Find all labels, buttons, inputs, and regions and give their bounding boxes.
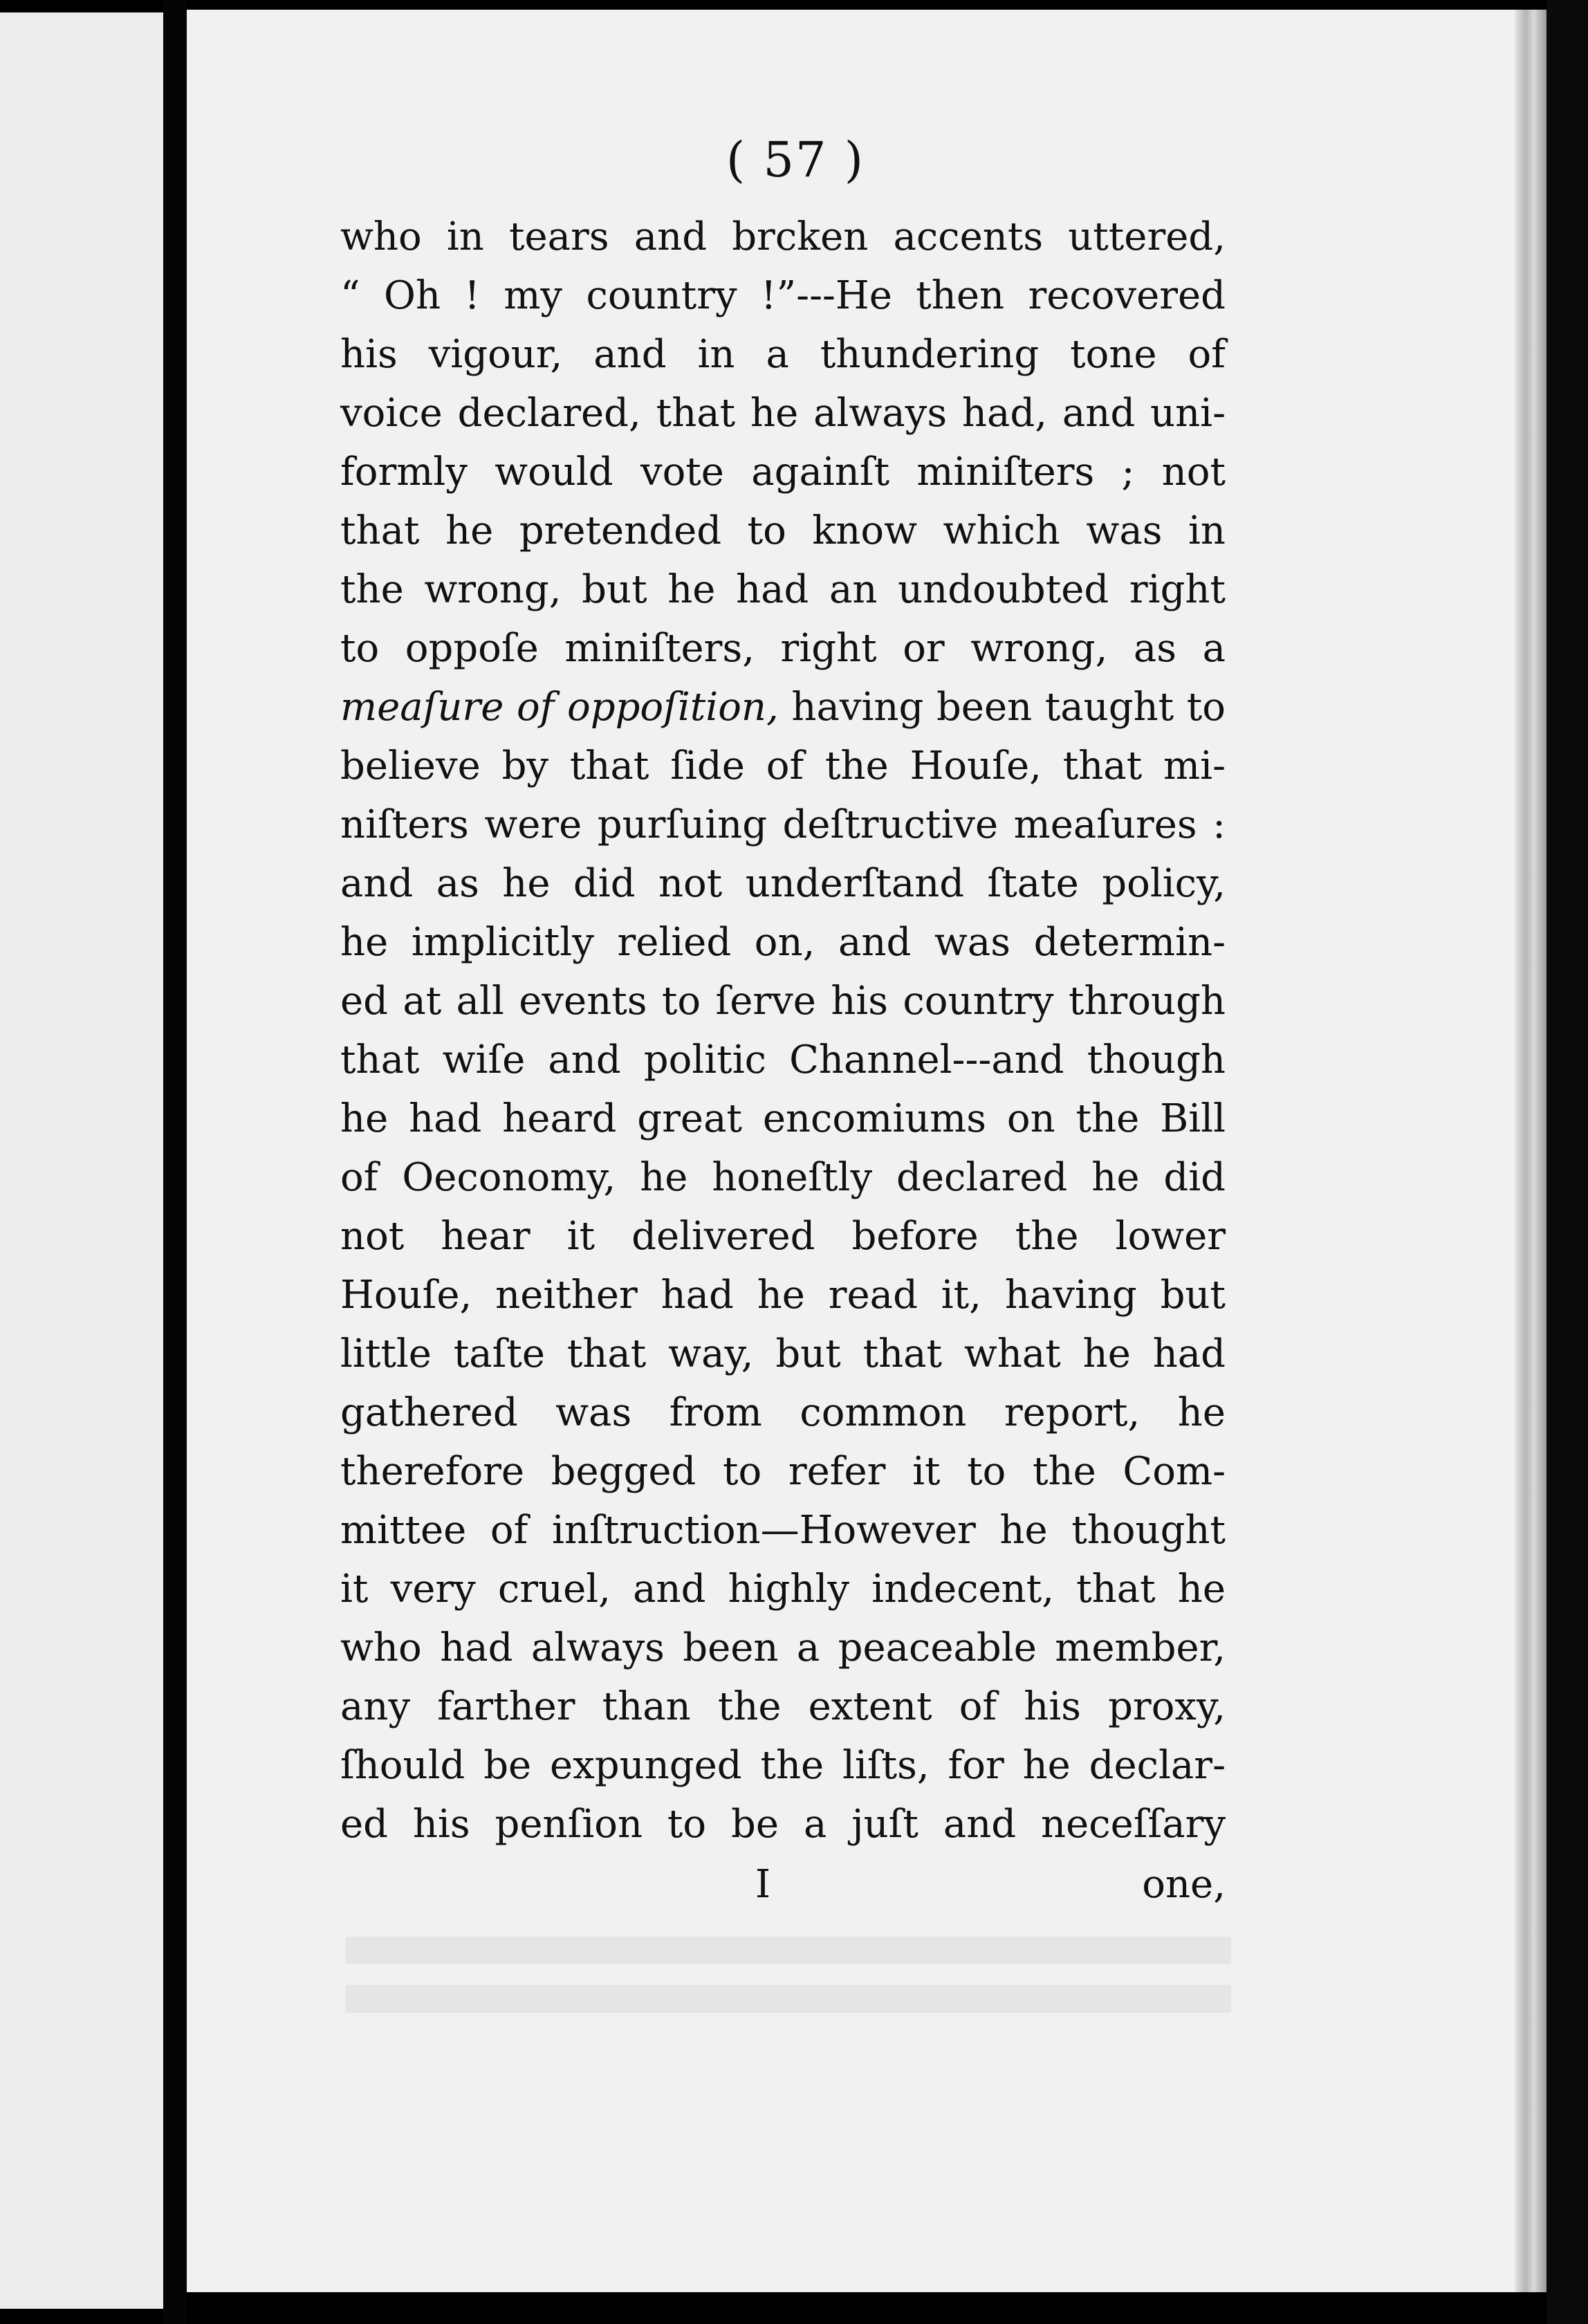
text-line: and as he did not underſtand ſtate policy, [340, 861, 1226, 906]
text-line: ed his penſion to be a juſt and neceſſary [340, 1802, 1226, 1847]
text-line: ed at all events to ſerve his country through [340, 979, 1226, 1024]
scan-border [1547, 0, 1588, 2324]
text-line: who had always been a peaceable member, [340, 1625, 1226, 1670]
text-line: that wiſe and politic Channel---and though [340, 1038, 1226, 1082]
italic-phrase: meaſure of oppoſition, [340, 685, 779, 730]
catchword: one, [1142, 1862, 1226, 1907]
text-line [340, 678, 1226, 737]
previous-page-edge [0, 12, 163, 2309]
text-line: any farther than the extent of his proxy, [340, 1684, 1226, 1729]
signature-mark: I [755, 1862, 771, 1907]
text-line: formly would vote againſt miniſters ; not [340, 450, 1226, 495]
text-line: that he pretended to know which was in [340, 508, 1226, 553]
body-text [340, 208, 1226, 1854]
text-line: of Oeconomy, he honeſtly declared he did [340, 1155, 1226, 1200]
text-line: therefore begged to refer it to the Com- [340, 1449, 1226, 1494]
text-line: voice declared, that he always had, and uni- [340, 391, 1226, 436]
text-line: who in tears and brcken accents uttered, [340, 214, 1226, 259]
text-line: niſters were purſuing deſtructive meaſures : [340, 802, 1226, 847]
text-line: not hear it delivered before the lower [340, 1214, 1226, 1259]
book-gutter [163, 0, 187, 2324]
text-line: believe by that ſide of the Houſe, that mi- [340, 744, 1226, 788]
text-line: mittee of inſtruction—However he thought [340, 1508, 1226, 1553]
text-line: “ Oh ! my country !”---He then recovered [340, 273, 1226, 318]
page-number-header: ( 57 ) [726, 131, 865, 188]
text-line: gathered was from common report, he [340, 1390, 1226, 1435]
text-line: ſhould be expunged the liſts, for he declar- [340, 1743, 1226, 1788]
text-line: he had heard great encomiums on the Bill [340, 1096, 1226, 1141]
text-line: to oppoſe miniſters, right or wrong, as a [340, 626, 1226, 671]
page-edge-shadow [1515, 10, 1547, 2292]
text-line: his vigour, and in a thundering tone of [340, 332, 1226, 377]
text-line: little taſte that way, but that what he had [340, 1331, 1226, 1376]
text-line: the wrong, but he had an undoubted right [340, 567, 1226, 612]
text-line: he implicitly relied on, and was determin- [340, 920, 1226, 965]
text-line-rest: having been taught to [778, 685, 1226, 730]
bleed-through-text [346, 1916, 1231, 2027]
text-line: it very cruel, and highly indecent, that he [340, 1567, 1226, 1612]
page-footer [340, 1855, 1226, 1914]
text-line: Houſe, neither had he read it, having but [340, 1273, 1226, 1318]
